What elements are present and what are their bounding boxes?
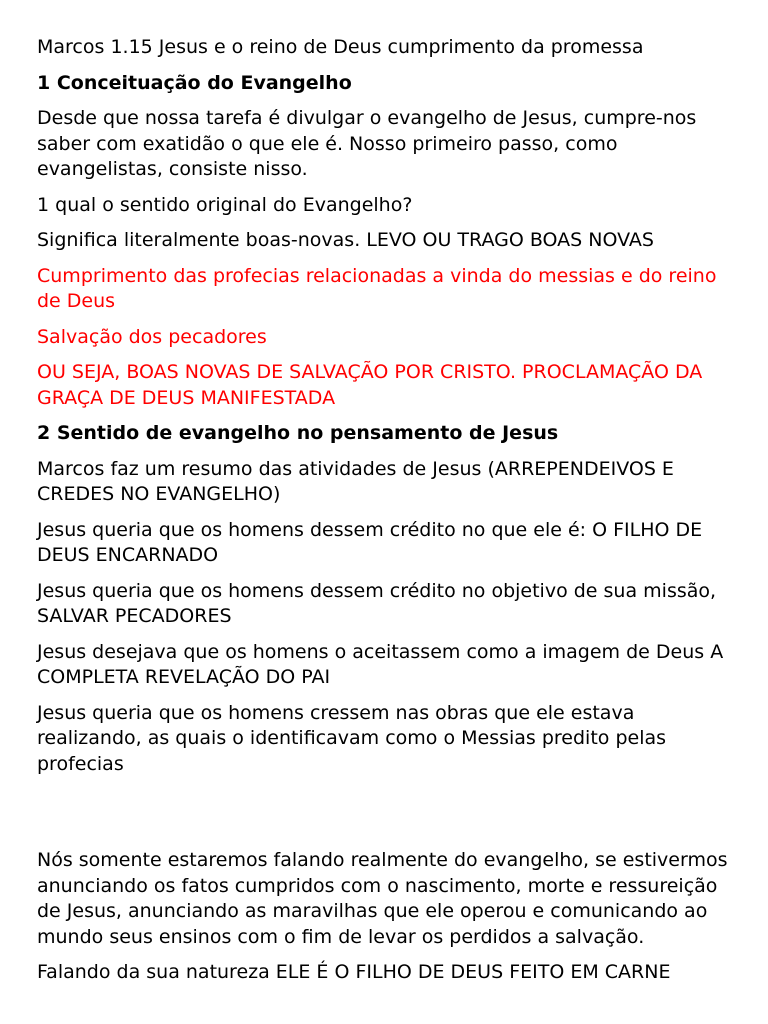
document-title: Marcos 1.15 Jesus e o reino de Deus cumprimento da promessa (37, 36, 644, 58)
paragraph-summary: Marcos faz um resumo das atividades de Jesus (ARREPENDEIVOS E CREDES NO EVANGELHO) (37, 457, 674, 505)
question-paragraph: 1 qual o sentido original do Evangelho? (37, 193, 413, 216)
paragraph-mission: Jesus queria que os homens dessem crédito no objetivo de sua missão, SALVAR PECADORES (37, 579, 717, 627)
section-heading-1: 1 Conceituação do Evangelho (37, 71, 352, 94)
meaning-paragraph: Significa literalmente boas-novas. LEVO OU TRAGO BOAS NOVAS (37, 229, 654, 251)
highlight-paragraph-proclamation: OU SEJA, BOAS NOVAS DE SALVAÇÃO POR CRISTO. PROCLAMAÇÃO DA GRAÇA DE DEUS MANIFESTADA (37, 361, 703, 409)
paragraph-works: Jesus queria que os homens cressem nas obras que ele estava realizando, as quais o identificavam como o Messias predito pelas profecias (37, 701, 667, 775)
paragraph-intro: Desde que nossa tarefa é divulgar o evangelho de Jesus, cumpre-nos saber com exatidão o que ele é. Nosso primeiro passo, como evangelistas, consiste nisso. (37, 107, 697, 180)
paragraph-son-of-god: Jesus queria que os homens dessem crédito no que ele é: O FILHO DE DEUS ENCARNADO (37, 518, 703, 566)
paragraph-image-of-god: Jesus desejava que os homens o aceitassem como a imagem de Deus A COMPLETA REVELAÇÃO DO PAI (37, 640, 724, 688)
blank-line (37, 787, 737, 838)
section-heading-2: 2 Sentido de evangelho no pensamento de Jesus (37, 422, 559, 444)
highlight-paragraph-salvation: Salvação dos pecadores (37, 325, 267, 348)
document-page (37, 35, 737, 996)
paragraph-nature: Falando da sua natureza ELE É O FILHO DE DEUS FEITO EM CARNE (37, 961, 671, 983)
paragraph-conclusion: Nós somente estaremos falando realmente do evangelho, se estivermos anunciando os fatos cumpridos com o nascimento, morte e ressureição de Jesus, anunciando as maravilhas que ele operou e comunicando ao mundo seus ensinos com o fim de levar os perdidos a salvação. (37, 849, 728, 948)
highlight-paragraph-prophecies: Cumprimento das profecias relacionadas a vinda do messias e do reino de Deus (37, 264, 717, 312)
